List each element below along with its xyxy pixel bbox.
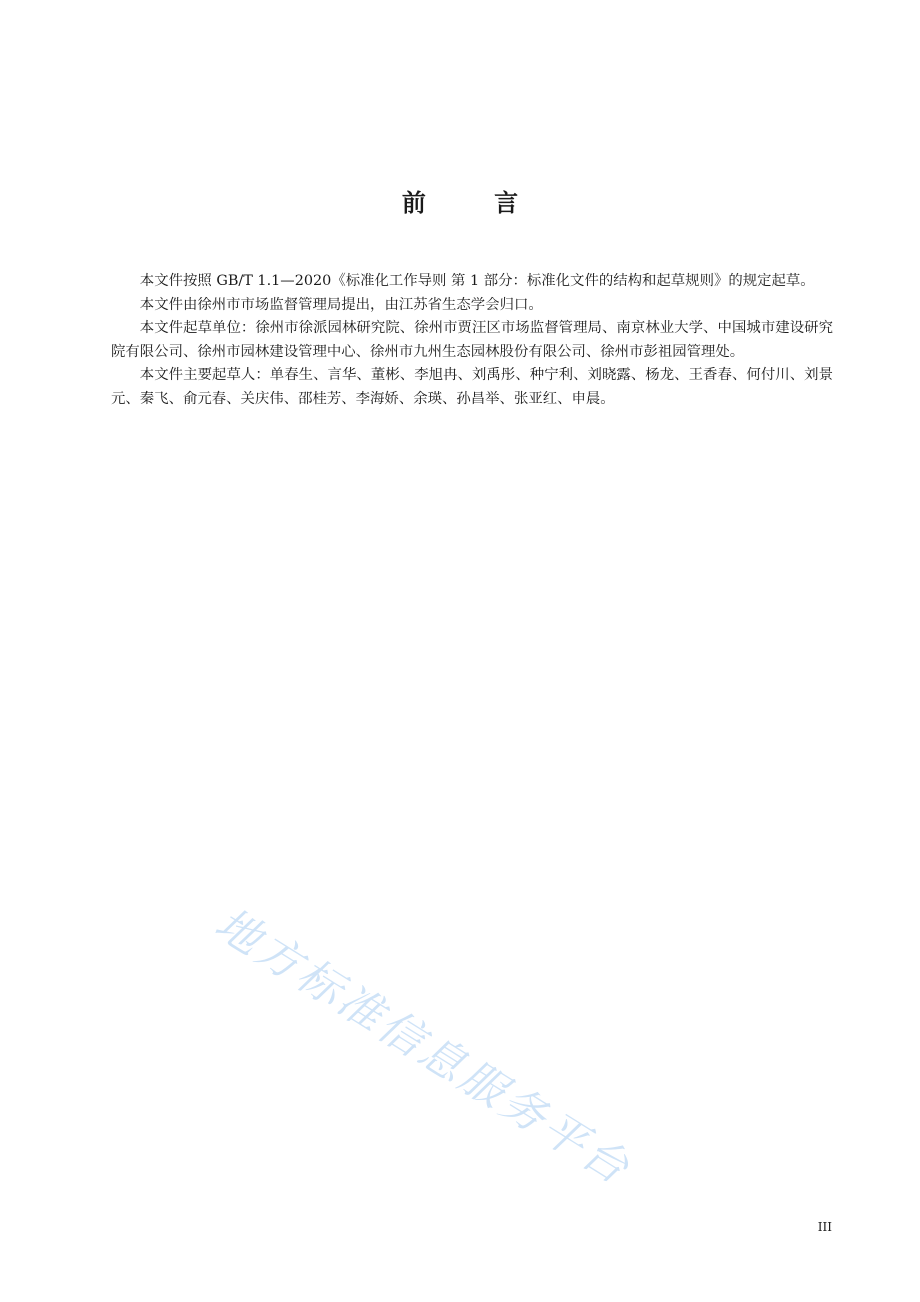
page-title: 前 言 (401, 189, 549, 217)
paragraph-drafting-rules: 本文件按照 GB/T 1.1—2020《标准化工作导则 第 1 部分：标准化文件的结构和起草规则》的规定起草。 (139, 273, 815, 289)
watermark-text: 地方标准信息服务平台 (206, 898, 641, 1196)
paragraph-drafting-units: 本文件起草单位：徐州市徐派园林研究院、徐州市贾汪区市场监督管理局、南京林业大学、中国城市建设研究院有限公司、徐州市园林建设管理中心、徐州市九州生态园林股份有限公司、徐州市彭祖园管理处。 (111, 320, 833, 360)
paragraph-proposer: 本文件由徐州市市场监督管理局提出，由江苏省生态学会归口。 (139, 296, 543, 313)
paragraph-main-drafters: 本文件主要起草人：单春生、言华、董彬、李旭冉、刘禹彤、种宁利、刘晓露、杨龙、王香春、何付川、刘景元、秦飞、俞元春、关庆伟、邵桂芳、李海娇、余瑛、孙昌举、张亚红、申晨。 (111, 367, 833, 407)
foreword-body (111, 270, 833, 411)
page-number: III (817, 1220, 832, 1234)
